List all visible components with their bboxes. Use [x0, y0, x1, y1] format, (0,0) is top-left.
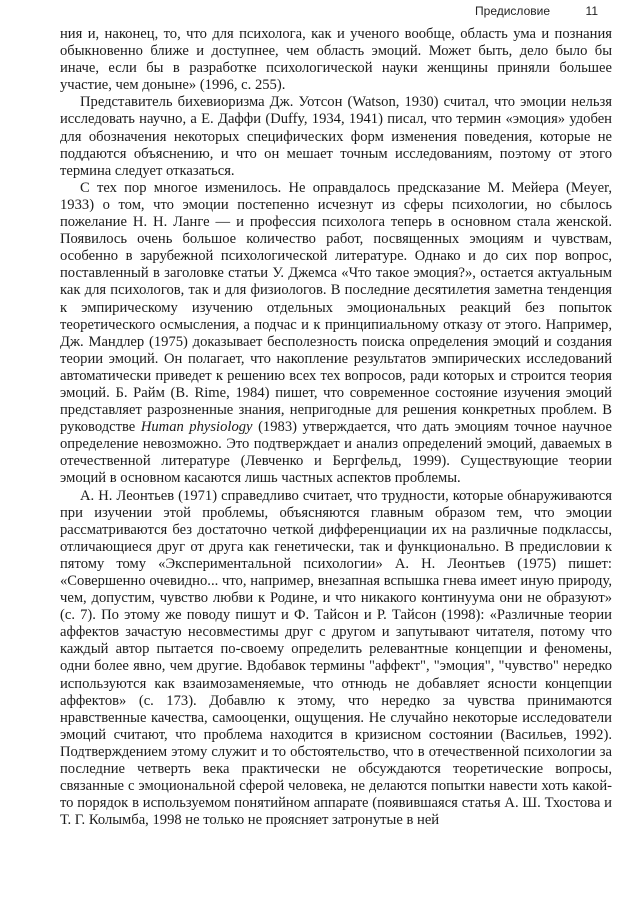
body-text [60, 26, 612, 829]
paragraph-3-text: С тех пор многое изменилось. Не оправдалось предсказание М. Мейера (Meyer, 1933) о том, что эмоции постепенно исчезнут из сферы психологии, но сбылось пожелание Н. Н. Ланге — и профессия психолога теперь в основном стала женской. Появилось очень большое количество работ, посвященных эмоциям и чувствам, особенно в зарубежной психологической литературе. Однако и до сих пор вопрос, поставленный в заголовке статьи У. Джемса «Что такое эмоция?», остается актуальным как для психологов, так и для физиологов. В последние десятилетия заметна тенденция к эмпирическому изучению отдельных эмоциональных реакций без попыток теоретического осмысления, а подчас и к принципиальному отказу от этого. Например, Дж. Мандлер (1975) доказывает бесполезность поиска определения эмоций и создания теории эмоций. Он полагает, что накопление результатов эмпирических исследований автоматически приведет к решению всех тех вопросов, ради которых и строится теория эмоций. Б. Райм (B. Rime, 1984) пишет, что современное состояние изучения эмоций представляет разрозненные знания, непригодные для решения конкретных проблем. В руководстве [60, 179, 612, 436]
running-header [0, 0, 620, 22]
page-number: 11 [585, 4, 598, 18]
paragraph-3-tail: (1983) утверждается, что дать эмоциям точное научное определение невозможно. Это подтверждает и анализ определений эмоций, даваемых в отечественной литературе (Левченко и Бергфельд, 1999). Существующие теории эмоций в основном касаются лишь частных аспектов проблемы. [60, 419, 612, 487]
book-title-italic: Human physiology [140, 419, 253, 436]
paragraph-2: Представитель бихевиоризма Дж. Уотсон (Watson, 1930) считал, что эмоции нельзя исследовать научно, а Е. Даффи (Duffy, 1934, 1941) писал, что термин «эмоция» удобен для обозначения некоторых специфических форм изменения поведения, которые не поддаются объяснению, и что он мешает точным исследованиям, поэтому от этого термина следует отказаться. [60, 94, 612, 179]
paragraph-1: ния и, наконец, то, что для психолога, как и ученого вообще, область ума и познания обыкновенно ближе и доступнее, чем область эмоций. Может быть, дело было бы иначе, если бы в разработке психологической науки женщины приняли большее участие, чем доныне» (1996, с. 255). [60, 26, 612, 94]
section-title: Предисловие [475, 4, 550, 18]
paragraph-3 [60, 180, 612, 488]
paragraph-4: А. Н. Леонтьев (1971) справедливо считает, что трудности, которые обнаруживаются при изучении этой проблемы, объясняются главным образом тем, что эмоции рассматриваются без достаточно четкой дифференциации их на различные подклассы, отличающиеся друг от друга как генетически, так и функционально. В предисловии к пятому тому «Экспериментальной психологии» А. Н. Леонтьев (1975) пишет: «Совершенно очевидно... что, например, внезапная вспышка гнева имеет иную природу, чем, допустим, чувство любви к Родине, и что никакого континуума они не образуют» (с. 7). По этому же поводу пишут и Ф. Тайсон и Р. Тайсон (1998): «Различные теории аффектов зачастую несовместимы друг с другом и запутывают читателя, потому что каждый автор пытается по-своему определить релевантные концепции и феномены, одни более явно, чем другие. Вдобавок термины "аффект", "эмоция", "чувство" нередко используются как взаимозаменяемые, что отнюдь не добавляет ясности концепции аффектов» (с. 173). Добавлю к этому, что нередко за чувства принимаются нравственные качества, самооценки, ощущения. Не случайно некоторые исследователи эмоций считают, что проблема находится в кризисном состоянии (Васильев, 1992). Подтверждением этому служит и то обстоятельство, что в отечественной психологии за последние четверть века практически не обсуждаются теоретические вопросы, связанные с эмоциональной сферой человека, не делаются попытки навести хоть какой-то порядок в используемом понятийном аппарате (появившаяся статья А. Ш. Тхостова и Т. Г. Колымба, 1998 не только не проясняет затронутые в ней [60, 487, 612, 829]
